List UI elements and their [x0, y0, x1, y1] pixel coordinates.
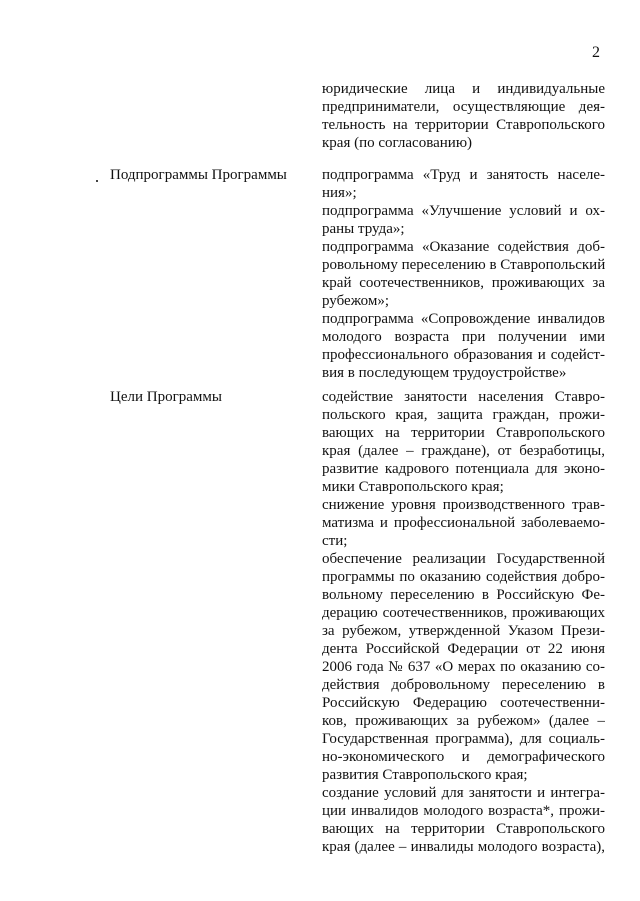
- text-line: развитие кадрового потенциала для эконо-: [322, 461, 605, 477]
- goals-label: Цели Программы: [110, 389, 222, 405]
- text-line: дерацию соотечественников, проживающих: [322, 605, 605, 621]
- text-line: за рубежом, утвержденной Указом Прези-: [322, 623, 605, 639]
- text-line: программы по оказанию содействия добро-: [322, 569, 605, 585]
- text-line: развития Ставропольского края;: [322, 767, 528, 783]
- text-line: ния»;: [322, 185, 357, 201]
- text-line: профессионального образования и содейст-: [322, 347, 605, 363]
- text-line: обеспечение реализации Государственной: [322, 551, 605, 567]
- text-line: дента Российской Федерации от 22 июня: [322, 641, 605, 657]
- text-line: Государственная программа), для социаль-: [322, 731, 605, 747]
- text-line: ции инвалидов молодого возраста*, прожи-: [322, 803, 605, 819]
- text-line: создание условий для занятости и интегра-: [322, 785, 605, 801]
- text-line: подпрограмма «Труд и занятость населе-: [322, 167, 605, 183]
- text-line: 2006 года № 637 «О мерах по оказанию со-: [322, 659, 605, 675]
- text-line: ровольному переселению в Ставропольский: [322, 257, 605, 273]
- text-line: юридические лица и индивидуальные: [322, 81, 605, 97]
- page-number: 2: [592, 44, 600, 61]
- stray-mark: [96, 180, 98, 182]
- text-line: тельность на территории Ставропольского: [322, 117, 605, 133]
- text-line: ков, проживающих за рубежом» (далее –: [322, 713, 605, 729]
- text-line: края (далее – инвалиды молодого возраста),: [322, 839, 605, 855]
- text-line: но-экономического и демографического: [322, 749, 605, 765]
- text-line: предприниматели, осуществляющие дея-: [322, 99, 605, 115]
- text-line: матизма и профессиональной заболеваемо-: [322, 515, 605, 531]
- text-line: действия добровольному переселению в: [322, 677, 605, 693]
- text-line: вающих на территории Ставропольского: [322, 425, 605, 441]
- subprograms-label: Подпрограммы Программы: [110, 167, 287, 183]
- text-line: раны труда»;: [322, 221, 405, 237]
- text-line: вающих на территории Ставропольского: [322, 821, 605, 837]
- text-line: мики Ставропольского края;: [322, 479, 504, 495]
- text-line: рубежом»;: [322, 293, 390, 309]
- text-line: края (далее – граждане), от безработицы,: [322, 443, 605, 459]
- text-line: сти;: [322, 533, 348, 549]
- text-line: край соотечественников, проживающих за: [322, 275, 605, 291]
- text-line: вольному переселению в Российскую Фе-: [322, 587, 605, 603]
- text-line: вия в последующем трудоустройстве»: [322, 365, 567, 381]
- text-line: подпрограмма «Оказание содействия доб-: [322, 239, 605, 255]
- text-line: молодого возраста при получении ими: [322, 329, 605, 345]
- text-line: содействие занятости населения Ставро-: [322, 389, 605, 405]
- text-line: снижение уровня производственного трав-: [322, 497, 605, 513]
- text-line: подпрограмма «Улучшение условий и ох-: [322, 203, 605, 219]
- text-line: Российскую Федерацию соотечественни-: [322, 695, 605, 711]
- text-line: края (по согласованию): [322, 135, 473, 151]
- text-line: подпрограмма «Сопровождение инвалидов: [322, 311, 605, 327]
- text-line: польского края, защита граждан, прожи-: [322, 407, 605, 423]
